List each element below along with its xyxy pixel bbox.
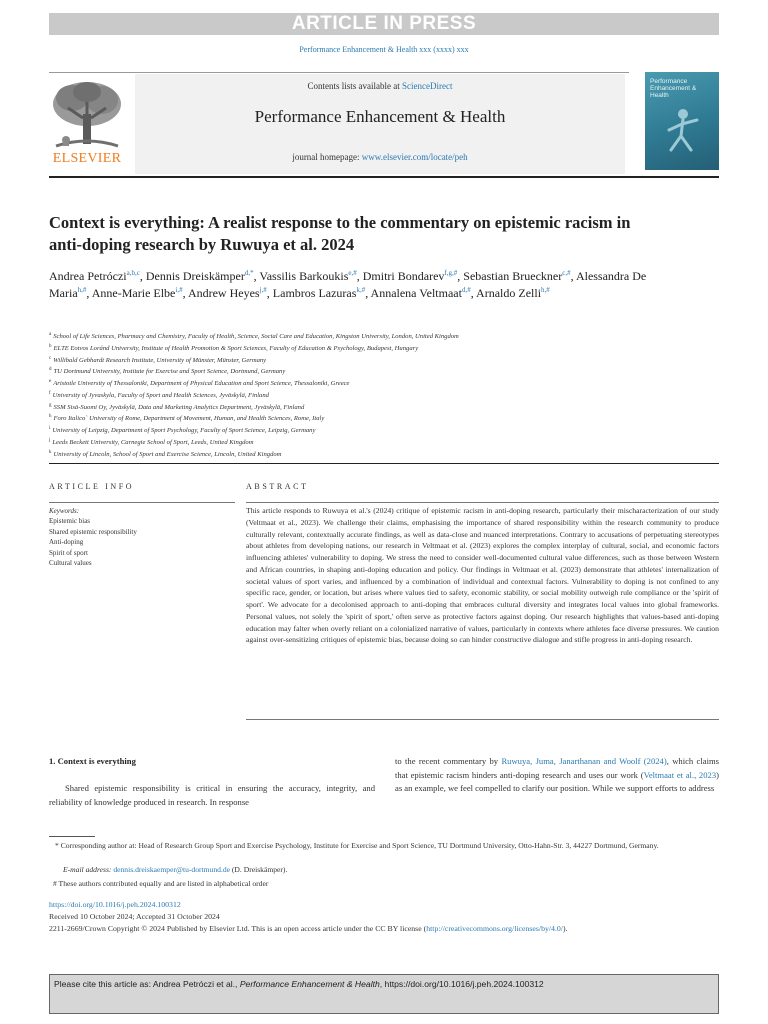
author-affiliation-marks[interactable]: h,# — [77, 285, 87, 294]
author-affiliation-marks[interactable]: h,# — [541, 285, 550, 294]
affiliation-key: g — [49, 402, 52, 408]
author-affiliation-marks[interactable]: k,# — [356, 285, 366, 294]
abstract-heading: ABSTRACT — [246, 482, 309, 491]
author-separator: , — [356, 269, 363, 283]
cover-title: Performance Enhancement & Health — [650, 78, 697, 99]
abstract-text: This article responds to Ruwuya et al.'s (2024) critique of epistemic racism in anti-doping research, particularly their mischaracterization of our study (Veltmaat et al., 2023). We challenge their claims, emphasising the importance of shared responsibility within the research community to produce culturally relevant, contextually accurate findings, as well as data-close and nuanced interpretations. Contrary to accusations of perpetuating stereotypes about athletes from developing nations, our research in Veltmaat et al. (2023) explores the complex interplay of cultural, social, and economic factors influencing athletes' vulnerability to doping. We stress the need to consider well-documented cultural value differences, such as those between Western and African countries, in shaping anti-doping education and policy. Our findings in Veltmaat et al. (2023) demonstrate that athletes' internalization of societal values of sport varies, and influenced by a combination of individual and contextual factors. Vulnerability to doping is not confined to any specific race, gender, or location, but arises where values tied to safety, economic stability, or social mobility outweigh rule compliance or the 'spirit of sport'. We advocate for a decolonised approach to anti-doping that embraces cultural diversity and integrates local values into global frameworks. Personal values, not solely the 'spirit of sport,' often serve as protective factors against doping. Our research highlights that values-based anti-doping education may falter when overly reliant on a colonialized narrative of values, particularly in contexts where athletes face diverse pressures. We caution against over-sensitizing critiques of epistemic bias, because doing so can hinder constructive dialogue and stifle progress in anti-doping research. — [246, 506, 719, 645]
cc-license-link[interactable]: http://creativecommons.org/licenses/by/4.0/ — [426, 924, 563, 933]
affiliation-text: School of Life Sciences, Pharmacy and Chemistry, Faculty of Health, Science, Social Care and Education, Kingston University, London, United Kingdom — [53, 333, 459, 341]
affiliation-text: University of Lincoln, School of Sport and Exercise Science, Lincoln, United Kingdom — [53, 451, 282, 458]
sciencedirect-link[interactable]: ScienceDirect — [402, 81, 453, 91]
author-affiliation-marks[interactable]: i,# — [175, 285, 183, 294]
affiliation-item — [49, 354, 719, 366]
author-affiliation-marks[interactable]: d,* — [244, 269, 254, 277]
section-divider — [49, 463, 719, 464]
keyword-item: Epistemic bias — [49, 517, 91, 525]
abstract-bottom-rule — [246, 719, 719, 720]
affiliation-key: k — [49, 449, 52, 455]
license-prefix: 2211-2669/Crown Copyright © 2024 Published by Elsevier Ltd. This is an open access article under the CC BY license ( — [49, 924, 427, 933]
elsevier-wordmark: ELSEVIER — [52, 151, 122, 166]
author[interactable] — [371, 286, 477, 300]
athlete-figure-icon — [659, 106, 705, 156]
author-affiliation-marks[interactable]: e,# — [348, 269, 357, 277]
citation-suffix: , https://doi.org/10.1016/j.peh.2024.100312 — [379, 979, 544, 989]
footnote-rule — [49, 836, 95, 837]
author-separator: , — [365, 285, 371, 300]
keyword-item: Spirit of sport — [49, 548, 88, 557]
journal-homepage-link[interactable]: www.elsevier.com/locate/peh — [361, 152, 468, 162]
journal-header — [135, 74, 625, 174]
affiliation-key: d — [49, 367, 52, 373]
article-in-press-banner: ARTICLE IN PRESS — [49, 13, 719, 35]
author-name: Vassilis Barkoukis — [259, 269, 349, 283]
keyword-list — [49, 516, 137, 569]
affiliation-text: University of Leipzig, Department of Sport Psychology, Faculty of Sport Science, Leipzig, Germany — [52, 427, 316, 435]
affiliation-key: i — [49, 426, 51, 432]
ruwuya-citation-link[interactable]: Ruwuya, Juma, Janarthanan and Woolf (2024) — [501, 756, 667, 766]
email-footnote — [49, 864, 719, 876]
affiliation-key: e — [49, 379, 52, 385]
affiliation-item — [49, 401, 719, 413]
author-name: Alessandra De Maria — [49, 269, 647, 300]
homepage-line — [135, 152, 625, 162]
author-affiliation-marks[interactable]: d,# — [461, 285, 471, 294]
equal-contribution-footnote: # These authors contributed equally and are listed in alphabetical order — [53, 879, 269, 888]
affiliation-text: SSM Sisä-Suomi Oy, Jyväskylä, Data and Marketing Analytics Department, Jyväskylä, Finland — [53, 403, 305, 411]
author-name: Arnaldo Zelli — [476, 285, 542, 300]
corresponding-author-footnote: * Corresponding author at: Head of Research Group Sport and Exercise Psychology, Institute for Exercise and Sport Science, TU Dortmund University, Otto-Hahn-Str. 3, 44227 Dortmund, Germany. — [55, 841, 659, 850]
journal-cover-thumbnail[interactable] — [645, 72, 719, 170]
affiliation-item — [49, 330, 719, 342]
affiliation-item — [49, 412, 719, 424]
citation-journal: Performance Enhancement & Health — [239, 979, 380, 989]
affiliation-text: Leeds Beckett University, Carnegie School of Sport, Leeds, United Kingdom — [52, 439, 254, 447]
author-separator: , — [457, 269, 464, 283]
section-1-heading: 1. Context is everything — [49, 756, 136, 766]
citation-prefix: Please cite this article as: Andrea Petróczi et al., — [54, 979, 240, 989]
homepage-prefix: journal homepage: — [292, 152, 362, 162]
license-suffix: ). — [562, 924, 568, 933]
author-separator: , — [470, 285, 477, 300]
author-name: Lambros Lazuras — [272, 285, 357, 300]
affiliation-item — [49, 448, 719, 460]
affiliation-key: a — [49, 332, 52, 337]
affiliation-item — [49, 389, 719, 401]
affiliation-key: h — [49, 414, 52, 420]
author-name: Andrea Petróczi — [49, 269, 127, 283]
author[interactable] — [273, 286, 371, 300]
author[interactable] — [259, 269, 362, 283]
right-suffix: ) as an example, we feel compelled to clarify our position. While we support efforts to address — [395, 769, 719, 793]
author-separator: , — [266, 285, 273, 300]
author-name: Dmitri Bondarev — [362, 269, 445, 283]
author-name: Annalena Veltmaat — [370, 285, 462, 300]
citation-box — [49, 974, 719, 1014]
keywords-title: Keywords: — [49, 507, 80, 515]
email-link[interactable]: dennis.dreiskaemper@tu-dortmund.de — [113, 865, 230, 874]
email-label: E-mail address: — [63, 865, 114, 874]
author-separator: , — [570, 269, 576, 283]
author-affiliation-marks[interactable]: c,# — [562, 269, 571, 277]
author-name: Dennis Dreiskämper — [145, 269, 245, 283]
citation-text — [54, 979, 544, 989]
author[interactable] — [363, 269, 464, 283]
email-suffix: (D. Dreiskämper). — [230, 865, 288, 874]
doi-link[interactable]: https://doi.org/10.1016/j.peh.2024.100312 — [49, 900, 181, 909]
author[interactable] — [146, 269, 260, 283]
author[interactable] — [49, 269, 146, 283]
contents-prefix: Contents lists available at — [307, 81, 402, 91]
abstract-rule — [246, 502, 719, 503]
author[interactable] — [476, 286, 550, 300]
header-top-rule — [49, 72, 629, 73]
affiliation-item — [49, 424, 719, 436]
affiliation-list — [49, 330, 719, 460]
affiliation-key: b — [49, 343, 52, 349]
author[interactable] — [92, 286, 188, 300]
author-separator: , — [182, 285, 188, 300]
affiliation-key: j — [49, 438, 51, 444]
article-title: Context is everything: A realist response to the commentary on epistemic racism in anti-doping research by Ruwuya et al. 2024 — [49, 213, 631, 254]
author-name: Sebastian Brueckner — [463, 269, 563, 283]
keyword-item: Anti-doping — [49, 538, 84, 546]
affiliation-item — [49, 436, 719, 448]
affiliation-text: Foro Italico` University of Rome, Department of Movement, Human, and Health Sciences, Rome, Italy — [53, 415, 325, 423]
affiliation-text: ELTE Eotvos Loránd University, Institute of Health Promotion & Sport Sciences, Faculty of Education & Psychology, Budapest, Hungary — [53, 344, 419, 352]
author-separator: , — [253, 269, 260, 283]
journal-reference[interactable]: Performance Enhancement & Health xxx (xxxx) xxx — [299, 45, 469, 54]
header-bottom-rule — [49, 176, 719, 178]
affiliation-key: f — [49, 390, 51, 396]
journal-title: Performance Enhancement & Health — [254, 107, 506, 126]
veltmaat-citation-link[interactable]: Veltmaat et al., 2023 — [643, 769, 717, 780]
license-line — [49, 924, 568, 933]
right-prefix: to the recent commentary by — [395, 756, 502, 766]
body-right-paragraph — [395, 755, 719, 796]
contents-line — [135, 81, 625, 91]
article-info-rule — [49, 502, 235, 503]
right-mid: , which claims that epistemic racism hinders anti-doping research and uses our work ( — [395, 756, 719, 780]
received-dates: Received 10 October 2024; Accepted 31 October 2024 — [49, 912, 220, 921]
affiliation-text: Willibald Gebhardt Research Institute, University of Münster, Münster, Germany — [53, 356, 267, 364]
keyword-item: Cultural values — [49, 559, 92, 567]
affiliation-key: c — [49, 355, 52, 361]
author-affiliation-marks[interactable]: a,b,c — [126, 269, 140, 277]
author[interactable] — [463, 269, 576, 283]
author[interactable] — [188, 286, 273, 300]
affiliation-text: TU Dortmund University, Institute for Exercise and Sport Science, Dortmund, Germany — [53, 368, 286, 376]
keyword-item: Shared epistemic responsibility — [49, 527, 137, 536]
body-left-paragraph: Shared epistemic responsibility is critical in ensuring the accuracy, integrity, and reliability of knowledge produced in research. In response — [49, 783, 375, 807]
author-affiliation-marks[interactable]: f,g,# — [444, 269, 458, 277]
author-name: Andrew Heyes — [187, 285, 260, 300]
author-name: Anne-Marie Elbe — [91, 285, 176, 300]
affiliation-text: Aristotle University of Thessaloniki, Department of Physical Education and Sport Science, Thessaloniki, Greece — [53, 380, 350, 388]
affiliation-item — [49, 342, 719, 354]
author-affiliation-marks[interactable]: j,# — [259, 285, 267, 294]
affiliation-item — [49, 377, 719, 389]
author-separator: , — [86, 285, 92, 300]
affiliation-text: University of Jyvaskyla, Faculty of Sport and Health Sciences, Jyväskylä, Finland — [52, 392, 269, 400]
author-separator: , — [139, 269, 146, 283]
article-info-heading: ARTICLE INFO — [49, 482, 135, 491]
affiliation-item — [49, 365, 719, 377]
author-list — [49, 268, 649, 301]
